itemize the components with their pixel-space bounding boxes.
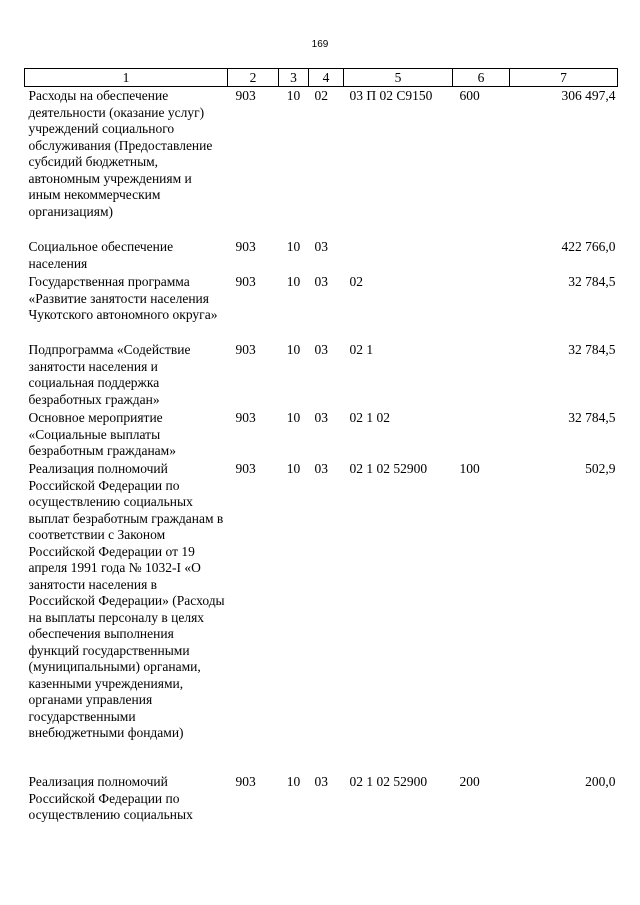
row-expense-type [453, 409, 510, 460]
column-header-7: 7 [510, 69, 618, 87]
row-name: Государственная программа «Развитие занятости населения Чукотского автономного округа» [28, 274, 218, 322]
row-section-code: 10 [286, 774, 301, 789]
page-number: 169 [311, 39, 329, 50]
row-target-code: 02 1 [349, 342, 374, 357]
row-section-code: 10 [286, 461, 301, 476]
row-expense-type: 200 [459, 774, 480, 789]
row-expense-type [453, 238, 510, 273]
row-admin-code: 903 [235, 239, 256, 254]
row-target-code: 02 1 02 52900 [349, 774, 428, 789]
table-row [25, 87, 618, 239]
table-header-row [25, 69, 618, 87]
row-subsection-code: 03 [314, 410, 328, 425]
row-amount: 502,9 [585, 461, 616, 476]
row-name: Реализация полномочий Российской Федерации по осуществлению социальных [28, 774, 193, 822]
row-section-code: 10 [286, 274, 301, 289]
row-subsection-code: 03 [314, 774, 328, 789]
table-row [25, 409, 618, 460]
row-amount: 306 497,4 [561, 88, 616, 103]
row-section-code: 10 [286, 88, 301, 103]
row-admin-code: 903 [235, 88, 256, 103]
row-admin-code: 903 [235, 342, 256, 357]
row-section-code: 10 [286, 410, 301, 425]
row-amount: 32 784,5 [568, 274, 616, 289]
row-section-code: 10 [286, 342, 301, 357]
row-section-code: 10 [286, 239, 301, 254]
row-target-code [344, 238, 453, 273]
row-amount: 422 766,0 [561, 239, 616, 254]
row-target-code: 02 1 02 [349, 410, 390, 425]
row-amount: 200,0 [585, 774, 616, 789]
row-admin-code: 903 [235, 461, 256, 476]
row-expense-type: 100 [459, 461, 480, 476]
row-subsection-code: 02 [314, 88, 328, 103]
row-name: Расходы на обеспечение деятельности (оказание услуг) учреждений социального обслуживания (Предоставление субсидий бюджетным, автономным учреждениям и иным некоммерческим организациям) [28, 88, 213, 219]
row-subsection-code: 03 [314, 461, 328, 476]
table-row [25, 460, 618, 773]
row-amount: 32 784,5 [568, 342, 616, 357]
row-name: Подпрограмма «Содействие занятости населения и социальная поддержка безработных граждан» [28, 342, 191, 407]
row-admin-code: 903 [235, 774, 256, 789]
column-header-3: 3 [279, 69, 309, 87]
column-header-5: 5 [344, 69, 453, 87]
table-row [25, 773, 618, 826]
table-row [25, 341, 618, 409]
row-expense-type [453, 341, 510, 409]
column-header-2: 2 [228, 69, 279, 87]
table-row [25, 273, 618, 341]
row-subsection-code: 03 [314, 342, 328, 357]
column-header-4: 4 [309, 69, 344, 87]
row-admin-code: 903 [235, 274, 256, 289]
row-amount: 32 784,5 [568, 410, 616, 425]
row-name: Социальное обеспечение населения [28, 239, 174, 271]
table-row [25, 238, 618, 273]
row-name: Реализация полномочий Российской Федерации по осуществлению социальных выплат безработным гражданам в соответствии с Законом Российской Федерации от 19 апреля 1991 года № 1032-I «О занятости населения в Российской Федерации» (Расходы на выплаты персоналу в целях обеспечения выполнения функций государственными (муниципальными) органами, казенными учреждениями, органами управления государственными внебюджетными фондами) [28, 461, 225, 740]
row-subsection-code: 03 [314, 274, 328, 289]
column-header-6: 6 [453, 69, 510, 87]
row-target-code: 02 1 02 52900 [349, 461, 428, 476]
row-subsection-code: 03 [314, 239, 328, 254]
row-target-code: 03 П 02 С9150 [349, 88, 433, 103]
row-expense-type: 600 [459, 88, 480, 103]
budget-table [24, 68, 618, 826]
row-admin-code: 903 [235, 410, 256, 425]
column-header-1: 1 [25, 69, 228, 87]
row-name: Основное мероприятие «Социальные выплаты безработным гражданам» [28, 410, 176, 458]
row-expense-type [453, 273, 510, 341]
row-target-code: 02 [349, 274, 363, 289]
